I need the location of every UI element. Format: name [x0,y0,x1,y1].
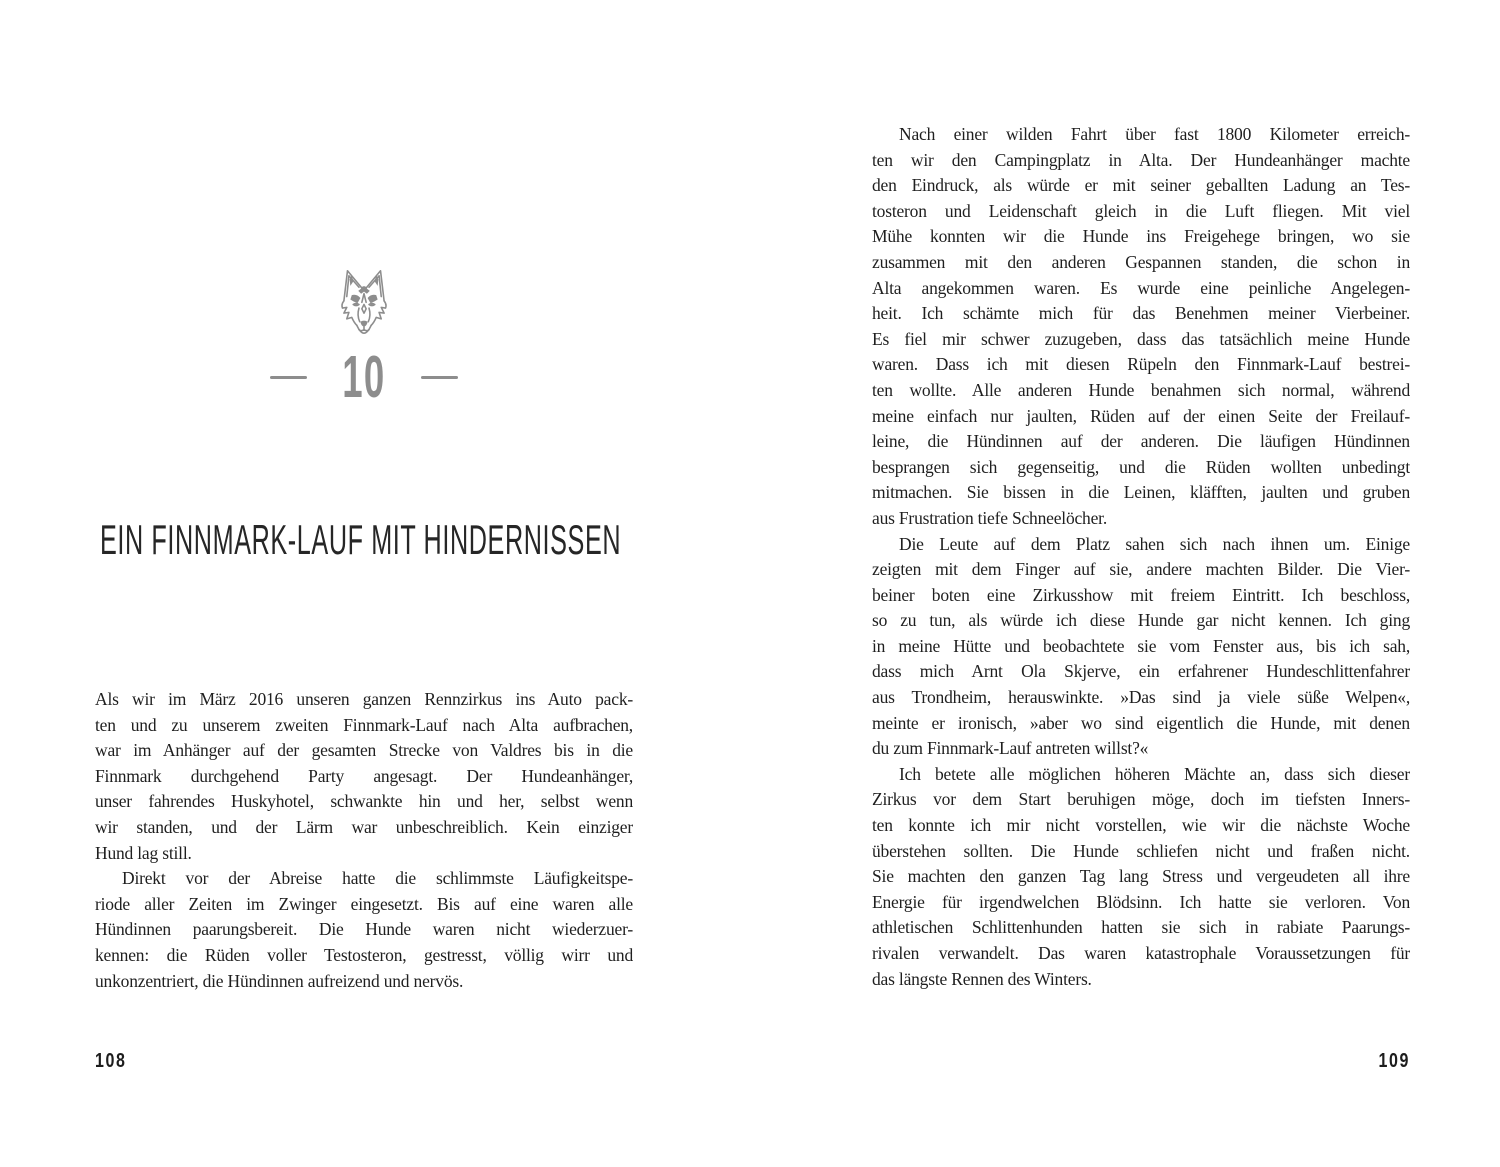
text-line: athletischen Schlittenhunden hatten sie sich in rabiate Paarungs- [872,917,1410,938]
text-line: tosteron und Leidenschaft gleich in die Luft fliegen. Mit viel [872,200,1410,221]
text-line: Als wir im März 2016 unseren ganzen Rennzirkus ins Auto pack- [95,689,633,709]
text-line: zusammen mit den anderen Gespannen standen, die schon in [872,251,1410,272]
separator-dash-right [421,376,458,379]
husky-head-icon [328,265,400,344]
text-line: Alta angekommen waren. Es wurde eine peinliche Angelegen- [872,277,1410,298]
chapter-ornament [95,265,633,344]
text-line: rivalen verwandelt. Das waren katastrophale Voraussetzungen für [872,943,1410,963]
text-line: in meine Hütte und beobachtete sie vom Fenster aus, bis ich sah, [872,635,1410,656]
chapter-title: EIN FINNMARK-LAUF MIT HINDERNISSEN [100,516,622,563]
page-number-right: 109 [1378,1050,1410,1072]
text-line: meine einfach nur jaulten, Rüden auf der einen Seite der Freilauf- [872,405,1410,426]
body-text-left [95,687,633,994]
text-line: beiner boten eine Zirkusshow mit freiem Eintritt. Ich beschloss, [872,584,1410,605]
text-line: unkonzentriert, die Hündinnen aufreizend und nervös. [95,970,464,991]
text-line: so zu tun, als würde ich diese Hunde gar nicht kennen. Ich ging [872,610,1410,631]
text-line: Energie für irgendwelchen Blödsinn. Ich hatte sie verloren. Von [872,891,1410,912]
text-line: wir standen, und der Lärm war unbeschreiblich. Kein einziger [95,816,633,837]
text-line: ten wir den Campingplatz in Alta. Der Hundeanhänger machte [872,149,1410,170]
text-line: besprangen sich gegenseitig, und die Rüden wollten unbedingt [872,456,1410,477]
text-line: ten und zu unserem zweiten Finnmark-Lauf nach Alta aufbrachen, [95,714,633,735]
paragraph [95,687,633,866]
text-line: leine, die Hündinnen auf der anderen. Die läufigen Hündinnen [872,431,1410,452]
text-line: aus Frustration tiefe Schneelöcher. [872,507,1108,528]
text-line: du zum Finnmark-Lauf antreten willst?« [872,738,1149,759]
text-line: Hündinnen paarungsbereit. Die Hunde waren nicht wiederzuer- [95,919,633,940]
page-number-left: 108 [95,1050,127,1072]
text-line: Sie machten den ganzen Tag lang Stress und vergeudeten all ihre [872,866,1410,887]
paragraph [872,122,1410,532]
text-line: mitmachen. Sie bissen in die Leinen, kläfften, jaulten und gruben [872,482,1410,503]
chapter-number-row [95,343,633,410]
text-line: unser fahrendes Huskyhotel, schwankte hin und her, selbst wenn [95,791,633,812]
separator-dash-left [270,376,307,379]
chapter-number: 10 [342,343,386,410]
text-line: war im Anhänger auf der gesamten Strecke von Valdres bis in die [95,740,633,761]
text-line: Hund lag still. [95,842,192,863]
text-line: überstehen sollten. Die Hunde schliefen nicht und fraßen nicht. [872,840,1410,861]
text-line: dass mich Arnt Ola Skjerve, ein erfahrener Hundeschlittenfahrer [872,661,1410,682]
text-line: zeigten mit dem Finger auf sie, andere machten Bilder. Die Vier- [872,559,1410,580]
text-line: kennen: die Rüden voller Testosteron, gestresst, völlig wirr und [95,944,633,965]
text-line: Direkt vor der Abreise hatte die schlimmste Läufigkeitspe- [122,868,633,889]
text-line: Nach einer wilden Fahrt über fast 1800 Kilometer erreich- [899,124,1410,144]
text-line: Ich betete alle möglichen höheren Mächte an, dass sich dieser [899,763,1410,784]
paragraph [95,866,633,994]
text-line: Es fiel mir schwer zuzugeben, dass das tatsächlich meine Hunde [872,328,1410,349]
paragraph [872,762,1410,992]
text-line: das längste Rennen des Winters. [872,968,1092,989]
body-text-right [872,122,1410,992]
text-line: ten konnte ich mir nicht vorstellen, wie wir die nächste Woche [872,815,1410,836]
text-line: Mühe konnten wir die Hunde ins Freigehege bringen, wo sie [872,226,1410,247]
text-line: den Eindruck, als würde er mit seiner geballten Ladung an Tes- [872,175,1410,196]
text-line: ten wollte. Alle anderen Hunde benahmen sich normal, während [872,379,1410,400]
text-line: Die Leute auf dem Platz sahen sich nach ihnen um. Einige [899,533,1410,554]
text-line: Finnmark durchgehend Party angesagt. Der Hundeanhänger, [95,765,633,786]
text-line: Zirkus vor dem Start beruhigen möge, doch im tiefsten Inners- [872,789,1410,810]
text-line: heit. Ich schämte mich für das Benehmen meiner Vierbeiner. [872,303,1410,324]
text-line: meinte er ironisch, »aber wo sind eigentlich die Hunde, mit denen [872,712,1410,733]
text-line: waren. Dass ich mit diesen Rüpeln den Finnmark-Lauf bestrei- [872,354,1410,375]
text-line: riode aller Zeiten im Zwinger eingesetzt. Bis auf eine waren alle [95,893,633,914]
paragraph [872,532,1410,762]
text-line: aus Trondheim, herauswinkte. »Das sind ja viele süße Welpen«, [872,687,1410,708]
